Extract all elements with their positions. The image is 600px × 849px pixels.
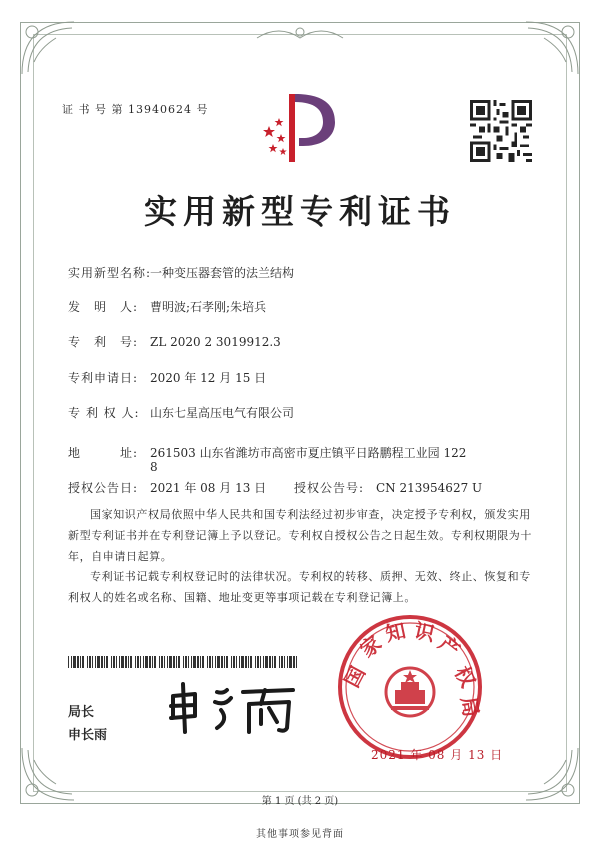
- barcode-bar: [113, 656, 115, 668]
- barcode-bar: [248, 656, 249, 668]
- barcode-bar: [212, 656, 213, 668]
- barcode-bar: [257, 656, 259, 668]
- statement-paragraph-2: 专利证书记载专利权登记时的法律状况。专利权的转移、质押、无效、终止、恢复和专利权人的姓名或名称、国籍、地址变更等事项记载在专利登记簿上。: [68, 570, 531, 604]
- barcode-bar: [159, 656, 160, 668]
- barcode-bar: [161, 656, 163, 668]
- top-center-ornament: [255, 24, 345, 44]
- inventor-value: 曹明波;石孝刚;朱培兵: [150, 300, 267, 314]
- address-value-line2: 8: [150, 460, 158, 474]
- svg-text:权: 权: [449, 663, 479, 692]
- svg-text:家: 家: [356, 632, 386, 663]
- barcode-bar: [289, 656, 292, 668]
- svg-text:国: 国: [341, 663, 371, 692]
- barcode-bar: [71, 656, 72, 668]
- barcode-bar: [191, 656, 192, 668]
- barcode-bar: [296, 656, 297, 668]
- barcode-bar: [287, 656, 288, 668]
- barcode-bar: [119, 656, 120, 668]
- svg-text:知: 知: [383, 620, 408, 646]
- barcode-bar: [68, 656, 69, 668]
- barcode-bar: [130, 656, 132, 668]
- barcode-bar: [145, 656, 148, 668]
- inventor-row: [68, 298, 266, 315]
- barcode-bar: [233, 656, 235, 668]
- utility-model-name-row: [68, 264, 294, 281]
- barcode-bar: [279, 656, 280, 668]
- barcode-bar: [274, 656, 276, 668]
- barcode-bar: [224, 656, 225, 668]
- certificate-number: [62, 101, 209, 117]
- barcode-bar: [143, 656, 144, 668]
- corner-ornament-top-left: [14, 14, 84, 84]
- address-label: 地 址:: [68, 446, 139, 460]
- signatory-name: 申长雨: [68, 728, 108, 743]
- barcode-bar: [231, 656, 232, 668]
- barcode-bar: [245, 656, 247, 668]
- barcode-bar: [255, 656, 256, 668]
- barcode-bar: [73, 656, 76, 668]
- barcode-bar: [97, 656, 100, 668]
- certificate-number-suffix: 号: [196, 103, 209, 116]
- barcode-bar: [121, 656, 124, 668]
- barcode-bar: [106, 656, 108, 668]
- patent-number-row: [68, 333, 281, 350]
- barcode-bar: [152, 656, 153, 668]
- barcode-bar: [200, 656, 201, 668]
- footer-note: 其他事项参见背面: [256, 829, 344, 840]
- barcode-bar: [128, 656, 129, 668]
- svg-text:产: 产: [434, 632, 464, 663]
- barcode-bar: [217, 656, 220, 668]
- barcode-bar: [293, 656, 295, 668]
- barcode-bar: [209, 656, 211, 668]
- document-title: 实用新型专利证书: [144, 192, 456, 231]
- barcode-bar: [215, 656, 216, 668]
- barcode-bar: [236, 656, 237, 668]
- barcode-bar: [149, 656, 151, 668]
- barcode-bar: [140, 656, 141, 668]
- barcode-bar: [185, 656, 187, 668]
- barcode-bar: [197, 656, 199, 668]
- barcode-bar: [207, 656, 208, 668]
- barcode-bar: [173, 656, 175, 668]
- barcode-bar: [269, 656, 271, 668]
- inventor-label: 发 明 人:: [68, 300, 139, 314]
- barcode-bar: [167, 656, 168, 668]
- statement-paragraph-1: 国家知识产权局依照中华人民共和国专利法经过初步审查，决定授予专利权，颁发实用新型专利证书并在专利登记簿上予以登记。专利权自授权公告之日起生效。专利权期限为十年，自申请日起算。: [68, 508, 532, 563]
- patent-number-label: 专 利 号:: [68, 335, 139, 349]
- barcode-bar: [92, 656, 93, 668]
- barcode-bar: [221, 656, 223, 668]
- barcode-bar: [183, 656, 184, 668]
- grant-date-row: [68, 479, 266, 496]
- qr-code-icon: [470, 100, 532, 162]
- barcode-bar: [116, 656, 117, 668]
- barcode-bar: [250, 656, 252, 668]
- svg-text:局: 局: [456, 695, 482, 719]
- certificate-number-value: 13940624: [128, 103, 192, 116]
- official-seal-icon: [335, 612, 485, 762]
- barcode-bar: [154, 656, 156, 668]
- barcode-bar: [135, 656, 136, 668]
- certificate-number-label: 证 书 号 第: [62, 103, 124, 116]
- barcode-bar: [178, 656, 180, 668]
- barcode-bar: [188, 656, 189, 668]
- address-row: [68, 444, 466, 461]
- utility-model-name-label: 实用新型名称:: [68, 266, 152, 280]
- svg-text:识: 识: [412, 620, 437, 646]
- filing-date-row: [68, 369, 266, 386]
- barcode-bar: [260, 656, 261, 668]
- barcode-bar: [80, 656, 81, 668]
- barcode-bar: [176, 656, 177, 668]
- barcode-bar: [77, 656, 79, 668]
- grant-date-label: 授权公告日:: [68, 481, 139, 495]
- grant-number-label: 授权公告号:: [294, 481, 365, 495]
- handwritten-signature-icon: [165, 678, 305, 736]
- barcode-bar: [263, 656, 264, 668]
- barcode-bar: [137, 656, 139, 668]
- filing-date-label: 专利申请日:: [68, 371, 139, 385]
- barcode-bar: [111, 656, 112, 668]
- filing-date-value: 2020 年 12 月 15 日: [150, 371, 267, 385]
- barcode-icon: [68, 656, 300, 668]
- signatory-title: 局长: [68, 705, 95, 720]
- patentee-value: 山东七星高压电气有限公司: [150, 406, 295, 420]
- cnipa-logo-icon: [255, 88, 341, 170]
- barcode-bar: [239, 656, 240, 668]
- utility-model-name-value: 一种变压器套管的法兰结构: [150, 266, 295, 280]
- barcode-bar: [284, 656, 285, 668]
- patent-number-value: ZL 2020 2 3019912.3: [150, 335, 281, 349]
- barcode-bar: [272, 656, 273, 668]
- grant-number-row: [294, 479, 482, 496]
- patentee-row: [68, 404, 294, 421]
- barcode-bar: [193, 656, 196, 668]
- patentee-label: 专 利 权 人:: [68, 406, 140, 420]
- grant-date-value: 2021 年 08 月 13 日: [150, 481, 267, 495]
- barcode-bar: [265, 656, 268, 668]
- barcode-bar: [164, 656, 165, 668]
- barcode-bar: [202, 656, 204, 668]
- address-continuation-row: [150, 460, 158, 474]
- barcode-bar: [281, 656, 283, 668]
- corner-ornament-top-right: [516, 14, 586, 84]
- barcode-bar: [82, 656, 84, 668]
- barcode-bar: [241, 656, 244, 668]
- barcode-bar: [101, 656, 103, 668]
- barcode-bar: [226, 656, 228, 668]
- seal-date: 2021 年 08 月 13 日: [371, 748, 504, 762]
- page-number: 第 1 页 (共 2 页): [261, 796, 339, 807]
- barcode-bar: [169, 656, 172, 668]
- barcode-bar: [104, 656, 105, 668]
- barcode-bar: [95, 656, 96, 668]
- address-value-line1: 261503 山东省潍坊市高密市夏庄镇平日路鹏程工业园 122: [150, 446, 467, 460]
- barcode-bar: [125, 656, 127, 668]
- grant-number-value: CN 213954627 U: [376, 481, 483, 495]
- barcode-bar: [89, 656, 91, 668]
- barcode-bar: [87, 656, 88, 668]
